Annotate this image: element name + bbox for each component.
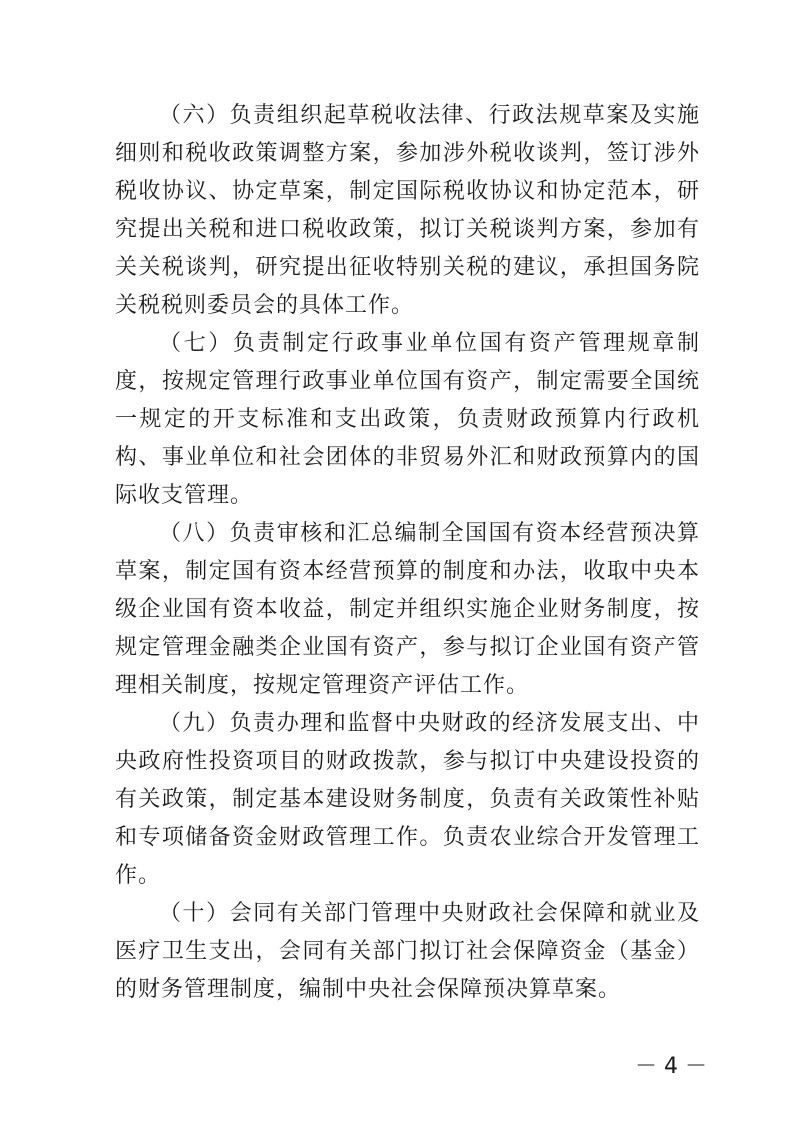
page-number: － 4 － bbox=[635, 1054, 707, 1079]
paragraph-7: （七）负责制定行政事业单位国有资产管理规章制度，按规定管理行政事业单位国有资产，制定需要全国统一规定的开支标准和支出政策，负责财政预算内行政机构、事业单位和社会团体的非贸易外汇和财政预算内的国际收支管理。 bbox=[115, 331, 700, 508]
paragraph-8: （八）负责审核和汇总编制全国国有资本经营预决算草案，制定国有资本经营预算的制度和办法，收取中央本级企业国有资本收益，制定并组织实施企业财务制度，按规定管理金融类企业国有资产，参与拟订企业国有资产管理相关制度，按规定管理资产评估工作。 bbox=[115, 521, 700, 698]
body-text bbox=[115, 97, 700, 1009]
paragraph-6: （六）负责组织起草税收法律、行政法规草案及实施细则和税收政策调整方案，参加涉外税收谈判，签订涉外税收协议、协定草案，制定国际税收协议和协定范本，研究提出关税和进口税收政策，拟订关税谈判方案，参加有关关税谈判，研究提出征收特别关税的建议，承担国务院关税税则委员会的具体工作。 bbox=[115, 103, 700, 318]
paragraph-10: （十）会同有关部门管理中央财政社会保障和就业及医疗卫生支出，会同有关部门拟订社会保障资金（基金）的财务管理制度，编制中央社会保障预决算草案。 bbox=[115, 901, 700, 1002]
paragraph-9: （九）负责办理和监督中央财政的经济发展支出、中央政府性投资项目的财政拨款，参与拟订中央建设投资的有关政策，制定基本建设财务制度，负责有关政策性补贴和专项储备资金财政管理工作。负责农业综合开发管理工作。 bbox=[115, 711, 700, 888]
